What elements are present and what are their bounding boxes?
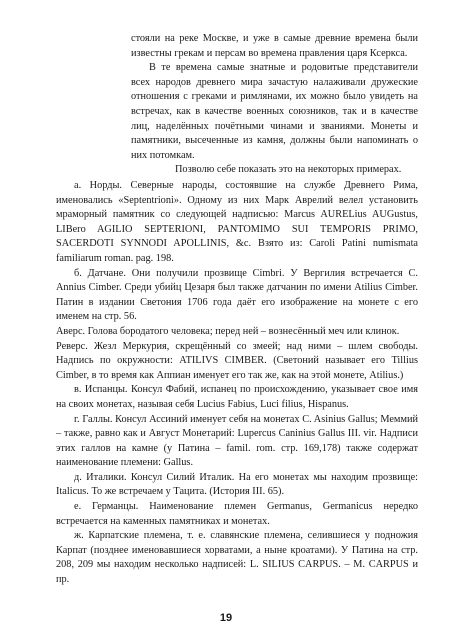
- page-number: 19: [219, 612, 233, 624]
- intro-text-block: [131, 32, 418, 178]
- paragraph: Аверс. Голова бородатого человека; перед ней – вознесённый меч или клинок.: [56, 325, 400, 337]
- paragraph: е. Германцы. Наименование племен Germanus, Germanicus нередко встречается на каменных памятниках и монетах.: [56, 501, 418, 527]
- paragraph: Позволю себе показать это на некоторых примерах.: [175, 164, 402, 176]
- paragraph: б. Датчане. Они получили прозвище Cimbri. У Вергилия встречается C. Annius Cimber. Среди убийц Цезаря был также датчанин по имени Atilius Cimber. Патин в издании Светония 1706 года даёт его изображение на монете с его именем на стр. 56.: [56, 267, 418, 323]
- paragraph: ж. Карпатские племена, т. е. славянские племена, селившиеся у подножия Карпат (позднее именовавшиеся хорватами, а ныне кроатами). У Патина на стр. 208, 209 мы находим несколько надписей: L. SILIUS CARPUS. – M. CARPUS и пр.: [56, 530, 418, 586]
- main-text-block: [56, 179, 418, 588]
- paragraph: г. Галлы. Консул Ассиний именует себя на монетах C. Asinius Gallus; Меммий – также, равно как и Август Монетарий: Lupercus Caninius Gallus III. vir. Надписи этих галлов на камне (у Патина – famil. rom. стр. 169,178) также содержат наименование племени: Gallus.: [56, 413, 418, 469]
- paragraph: в. Испанцы. Консул Фабий, испанец по происхождению, указывает свое имя на своих монетах, называя себя Lucius Fabius, Luci filius, Hispanus.: [56, 384, 418, 410]
- paragraph: а. Норды. Северные народы, состоявшие на службе Древнего Рима, именовались «Septentrioni». Одному из них Марк Аврелий велел установить мраморный памятник со следующей надписью: Marcus AURELius AUGustus, LIBero AGILIO SEPTERIONI, PANTOMIMO SUI TEMPORIS PRIMO, SACERDOTI SYNNODI APOLLINIS, &c. Взято из: Caroli Patini numismata familiarum roman. pag. 198.: [56, 180, 418, 264]
- paragraph: Реверс. Жезл Меркурия, скрещённый со змеей; над ними – шлем свободы. Надпись по окружности: ATILIVS CIMBER. (Светоний называет его Tillius Cimber, в то время как Аппиан именует его так же, как на этой монете, Atilius.): [56, 340, 418, 381]
- paragraph: В те времена самые знатные и родовитые представители всех народов древнего мира зачастую налаживали дружеские отношения с греками и римлянами, их можно было увидеть на встречах, как в качестве военных союзников, так и в качестве лиц, наделённых почётными чинами и званиями. Монеты и памятники, высеченные из камня, должны были напоминать о них потомкам.: [131, 62, 418, 161]
- paragraph: д. Италики. Консул Силий Италик. На его монетах мы находим прозвище: Italicus. То же встречаем у Тацита. (История III. 65).: [56, 471, 418, 498]
- paragraph: стояли на реке Москве, и уже в самые древние времена были известны грекам и персам во времена правления царя Ксеркса.: [131, 33, 418, 59]
